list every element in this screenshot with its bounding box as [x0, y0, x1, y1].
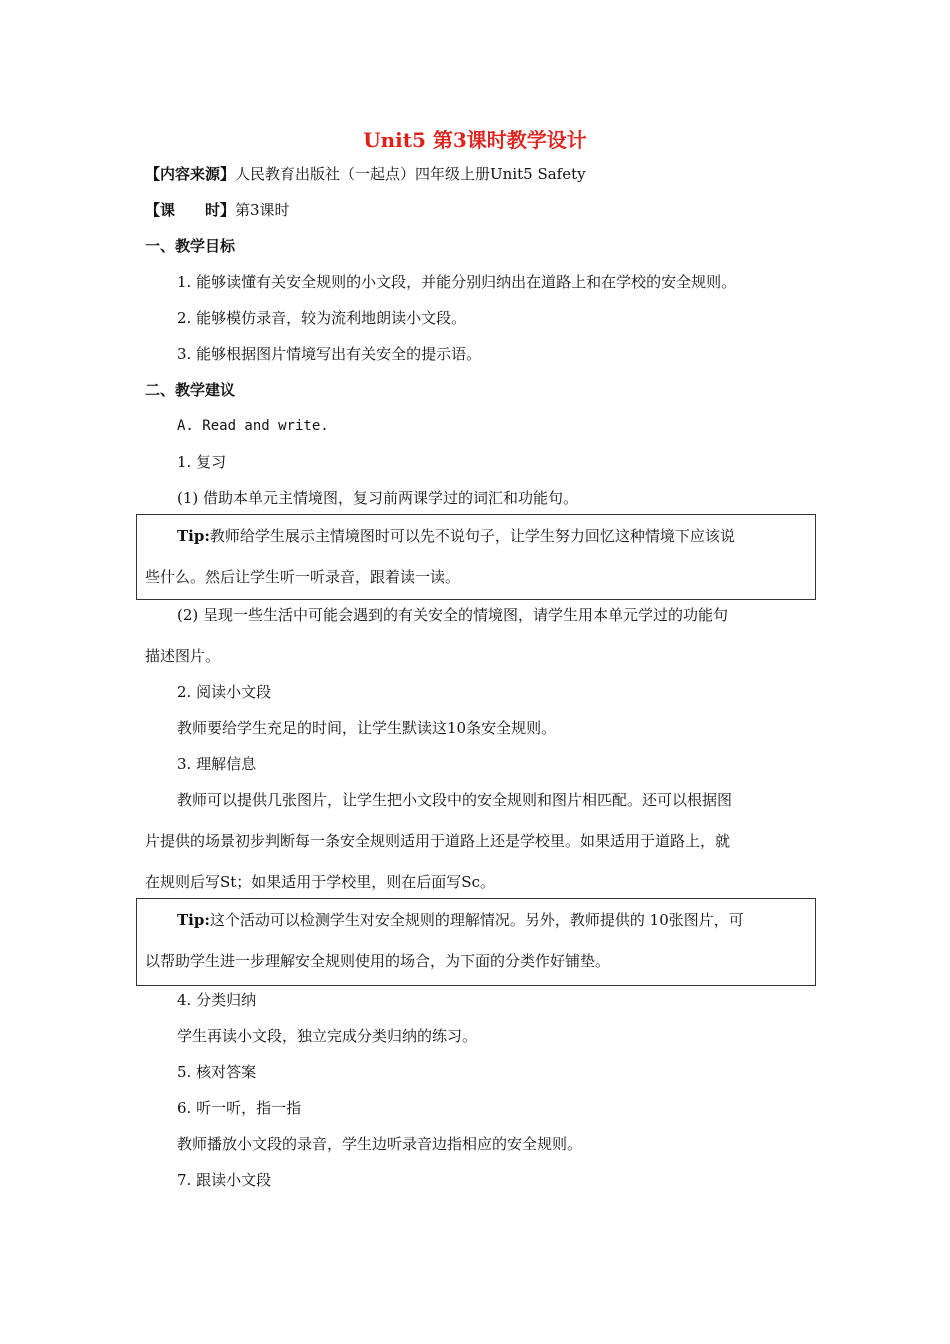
section-heading-suggestions: 二、教学建议 [145, 381, 236, 399]
step-heading: 5. 核对答案 [177, 1063, 257, 1081]
step-heading: 3. 理解信息 [177, 755, 257, 773]
tip-label: Tip: [177, 527, 210, 545]
section-heading-objectives: 一、教学目标 [145, 237, 236, 255]
period-label: 【课 时】 [145, 201, 236, 219]
tip-line [177, 526, 735, 546]
period-line [145, 200, 290, 220]
step-heading: 7. 跟读小文段 [177, 1171, 272, 1189]
objective-item: 3. 能够根据图片情境写出有关安全的提示语。 [177, 345, 482, 363]
step-text: 教师可以提供几张图片，让学生把小文段中的安全规则和图片相匹配。还可以根据图 [177, 791, 733, 809]
step-text: 教师播放小文段的录音，学生边听录音边指相应的安全规则。 [177, 1135, 583, 1153]
step-heading: 6. 听一听，指一指 [177, 1099, 302, 1117]
step-heading: 1. 复习 [177, 453, 227, 471]
objective-item: 1. 能够读懂有关安全规则的小文段，并能分别归纳出在道路上和在学校的安全规则。 [177, 273, 737, 291]
document-title: Unit5 第3课时教学设计 [363, 128, 587, 152]
period-text: 第3课时 [235, 201, 290, 219]
step-heading: 4. 分类归纳 [177, 991, 257, 1009]
step-text: 描述图片。 [145, 647, 221, 665]
step-text: 学生再读小文段，独立完成分类归纳的练习。 [177, 1027, 478, 1045]
source-line [145, 164, 586, 184]
source-text: 人民教育出版社（一起点）四年级上册Unit5 Safety [235, 165, 586, 183]
tip-box [136, 514, 816, 600]
tip-text: 些什么。然后让学生听一听录音，跟着读一读。 [145, 568, 461, 586]
step-text: 教师要给学生充足的时间，让学生默读这10条安全规则。 [177, 719, 557, 737]
objective-item: 2. 能够模仿录音，较为流利地朗读小文段。 [177, 309, 467, 327]
activity-heading: A. Read and write. [177, 418, 329, 434]
tip-line [177, 910, 744, 930]
tip-text: 以帮助学生进一步理解安全规则使用的场合，为下面的分类作好铺垫。 [145, 952, 611, 970]
tip-text: 教师给学生展示主情境图时可以先不说句子，让学生努力回忆这种情境下应该说 [209, 527, 735, 545]
step-heading: 2. 阅读小文段 [177, 683, 272, 701]
tip-text: 这个活动可以检测学生对安全规则的理解情况。另外，教师提供的 10张图片，可 [209, 911, 744, 929]
step-text: (1) 借助本单元主情境图，复习前两课学过的词汇和功能句。 [177, 489, 579, 507]
source-label: 【内容来源】 [145, 165, 236, 183]
step-text: 在规则后写St；如果适用于学校里，则在后面写Sc。 [145, 873, 495, 891]
tip-box [136, 898, 816, 986]
step-text: 片提供的场景初步判断每一条安全规则适用于道路上还是学校里。如果适用于道路上，就 [145, 832, 731, 850]
step-text: (2) 呈现一些生活中可能会遇到的有关安全的情境图，请学生用本单元学过的功能句 [177, 606, 729, 624]
tip-label: Tip: [177, 911, 210, 929]
